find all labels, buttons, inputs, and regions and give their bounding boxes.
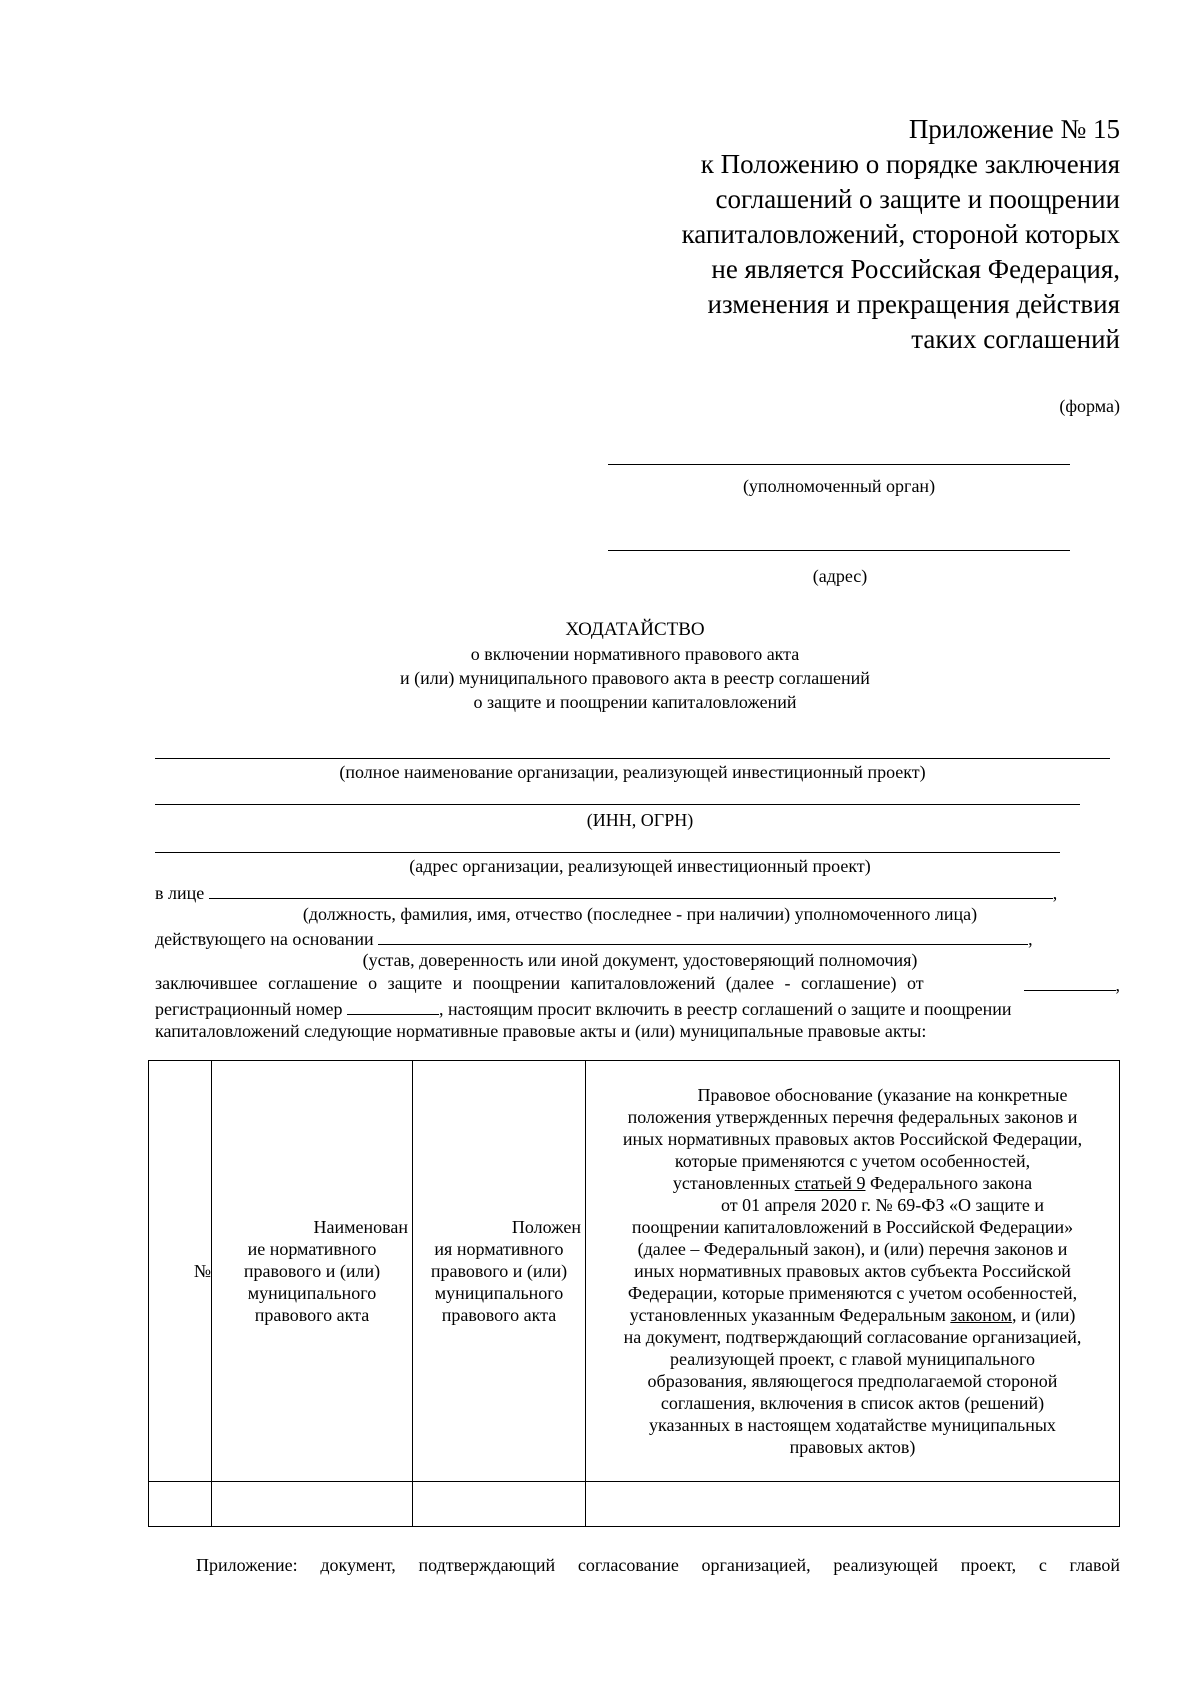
header-line: ия нормативного: [434, 1239, 564, 1259]
document-title: [0, 618, 1200, 714]
title-line: о включении нормативного правового акта: [470, 644, 800, 664]
header-line: иных нормативных правовых актов Российской Федерации,: [622, 1129, 1083, 1149]
law-link[interactable]: законом: [950, 1305, 1012, 1325]
appendix-line: таких соглашений: [911, 324, 1120, 354]
request-line-2-start: регистрационный номер: [155, 999, 343, 1019]
header-line: указанных в настоящем ходатайстве муниципальных: [649, 1415, 1056, 1435]
header-line: поощрении капиталовложений в Российской Федерации»: [631, 1217, 1074, 1237]
header-provisions: [413, 1061, 586, 1482]
header-text: установленных указанным Федеральным: [629, 1305, 951, 1325]
title-heading: ХОДАТАЙСТВО: [565, 619, 705, 640]
table-header-row: [149, 1061, 1120, 1482]
footer-text: Приложение: документ, подтверждающий согласование организацией, реализующей проект, с главой: [196, 1555, 1120, 1575]
appendix-header: [500, 112, 1120, 357]
table-cell[interactable]: [149, 1482, 212, 1527]
form-label: (форма): [1059, 396, 1120, 416]
table-row: [149, 1482, 1120, 1527]
header-line: реализующей проект, с главой муниципального: [670, 1349, 1035, 1369]
header-line: соглашения, включения в список актов (решений): [660, 1393, 1045, 1413]
request-line-2: [155, 996, 1120, 1020]
registration-number-field[interactable]: [347, 996, 439, 1015]
header-act-name: [212, 1061, 413, 1482]
request-line-3: капиталовложений следующие нормативные правовые акты и (или) муниципальные правовые акты:: [155, 1021, 927, 1041]
address-caption: (адрес): [812, 566, 868, 586]
acting-basis-label: действующего на основании: [155, 929, 374, 949]
header-line: от 01 апреля 2020 г. № 69-ФЗ «О защите и: [720, 1195, 1045, 1215]
basis-field[interactable]: [378, 926, 1028, 945]
header-text: , и (или): [1011, 1305, 1076, 1325]
table-cell[interactable]: [586, 1482, 1120, 1527]
title-line: о защите и поощрении капиталовложений: [473, 692, 797, 712]
article-9-link[interactable]: статьей 9: [794, 1173, 866, 1193]
appendix-line: изменения и прекращения действия: [707, 289, 1120, 319]
header-line: правовых актов): [789, 1437, 916, 1457]
header-line: правового акта: [441, 1305, 557, 1325]
header-line: правового и (или): [243, 1261, 381, 1281]
agreement-date-field[interactable]: [1024, 972, 1116, 991]
authority-caption: (уполномоченный орган): [742, 476, 936, 496]
representative-field[interactable]: [209, 880, 1053, 899]
header-line: (далее – Федеральный закон), и (или) перечня законов и: [637, 1239, 1068, 1259]
header-text: установленных: [672, 1173, 795, 1193]
request-paragraph: [155, 972, 1120, 1042]
header-line: положения утвержденных перечня федеральных законов и: [627, 1107, 1078, 1127]
appendix-line: соглашений о защите и поощрении: [715, 184, 1120, 214]
header-line: правового акта: [254, 1305, 370, 1325]
appendix-line: Приложение № 15: [908, 114, 1120, 144]
acting-basis-row: [155, 926, 1115, 950]
header-line: [586, 1304, 1119, 1326]
appendix-line: к Положению о порядке заключения: [700, 149, 1120, 179]
table-cell[interactable]: [413, 1482, 586, 1527]
header-line: муниципального: [434, 1283, 564, 1303]
header-line: Правовое обоснование (указание на конкретные: [697, 1085, 1068, 1105]
table-cell[interactable]: [212, 1482, 413, 1527]
header-number: №: [149, 1061, 212, 1482]
represented-by-label: в лице: [155, 883, 205, 903]
basis-caption: (устав, доверенность или иной документ, удостоверяющий полномочия): [362, 950, 918, 970]
comma: ,: [1115, 975, 1120, 995]
inn-line: [155, 804, 1080, 805]
header-line: Положен: [511, 1217, 581, 1237]
inn-caption: (ИНН, ОГРН): [586, 810, 694, 830]
org-name-caption: (полное наименование организации, реализующей инвестиционный проект): [339, 762, 926, 782]
authority-line: [608, 464, 1070, 465]
acts-table: [148, 1060, 1120, 1527]
request-line-1: [155, 972, 1120, 996]
org-address-line: [155, 852, 1060, 853]
header-line: [586, 1172, 1119, 1194]
header-legal-basis: [586, 1061, 1120, 1482]
header-line: ие нормативного: [247, 1239, 377, 1259]
header-line: Наименован: [313, 1217, 408, 1237]
represented-by-row: [155, 880, 1115, 904]
request-line-2-end: , настоящим просит включить в реестр соглашений о защите и поощрении: [439, 999, 1012, 1019]
appendix-line: капиталовложений, стороной которых: [681, 219, 1120, 249]
header-line: муниципального: [247, 1283, 377, 1303]
header-line: которые применяются с учетом особенностей,: [674, 1151, 1031, 1171]
appendix-line: не является Российская Федерация,: [711, 254, 1120, 284]
request-line-1-text: заключившее соглашение о защите и поощрении капиталовложений (далее - соглашение) от: [155, 973, 924, 993]
org-name-line: [155, 758, 1110, 759]
org-address-caption: (адрес организации, реализующей инвестиционный проект): [409, 856, 871, 876]
header-line: Федерации, которые применяются с учетом особенностей,: [627, 1283, 1078, 1303]
header-line: образования, являющегося предполагаемой стороной: [647, 1371, 1058, 1391]
address-line: [608, 550, 1070, 551]
comma: ,: [1052, 883, 1058, 903]
representative-caption: (должность, фамилия, имя, отчество (последнее - при наличии) уполномоченного лица): [302, 904, 978, 924]
title-line: и (или) муниципального правового акта в реестр соглашений: [400, 668, 870, 688]
comma: ,: [1028, 929, 1033, 949]
header-line: правового и (или): [430, 1261, 568, 1281]
header-line: на документ, подтверждающий согласование организацией,: [623, 1327, 1082, 1347]
header-line: иных нормативных правовых актов субъекта Российской: [634, 1261, 1071, 1281]
header-text: Федерального закона: [865, 1173, 1033, 1193]
